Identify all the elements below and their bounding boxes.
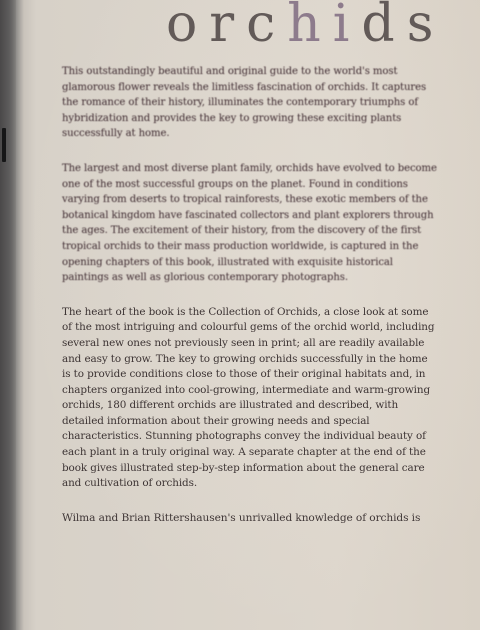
paragraph-history: The largest and most diverse plant family, orchids have evolved to become one of the most successful groups on the planet. Found in conditions varying from deserts to tropical rainforests, these exotic members of the botanical kingdom have fascinated collectors and plant explorers through the ages. The excitement of their history, from the discovery of the first tropical orchids to their mass production worldwide, is captured in the opening chapters of this book, illustrated with exquisite historical paintings as well as glorious contemporary photographs. [62,162,437,284]
blurb-text [62,64,438,545]
title-part-tail: ds [361,0,446,54]
paragraph-authors: Wilma and Brian Rittershausen's unrivalled knowledge of orchids is [62,511,421,524]
book-spine-shadow [0,0,16,630]
title-part-highlight: hi [287,0,362,54]
bookmark-ribbon [2,128,6,162]
paragraph-intro: This outstandingly beautiful and original guide to the world's most glamorous flower reveals the limitless fascination of orchids. It captures the romance of their history, illuminates the contemporary triumphs of hybridization and provides the key to growing these exciting plants successfully at home. [62,66,427,140]
paragraph-collection: The heart of the book is the Collection of Orchids, a close look at some of the most intriguing and colourful gems of the orchid world, including several new ones not previously seen in print; all are readily available and easy to grow. The key to growing orchids successfully in the home is to provide conditions close to those of their original habitats and, in chapters organized into cool-growing, intermediate and warm-growing orchids, 180 different orchids are illustrated and described, with detailed information about their growing needs and special characteristics. Stunning photographs convey the individual beauty of each plant in a truly original way. A separate chapter at the end of the book gives illustrated step-by-step information about the general care and cultivation of orchids. [62,305,435,490]
title-part-lead: orc [166,0,288,54]
book-jacket-flap [20,0,480,630]
page-title [166,0,445,54]
